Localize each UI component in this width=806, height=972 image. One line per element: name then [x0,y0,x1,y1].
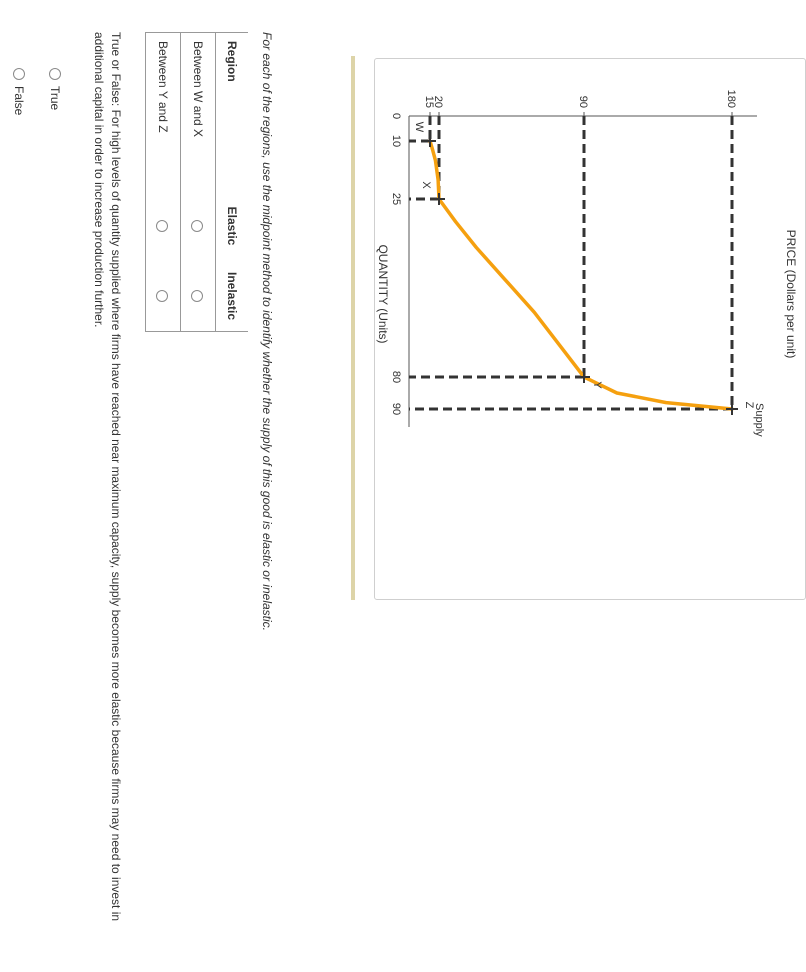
table-row [146,33,181,332]
option-true[interactable] [48,68,62,110]
false-label: False [12,86,26,116]
y-tick-label: 180 [725,89,737,108]
elasticity-table [145,32,248,332]
table-header-row [216,33,249,332]
true-radio[interactable] [49,68,61,80]
x-tick-label: 80 [390,370,402,384]
y-axis-title: PRICE (Dollars per unit) [784,229,798,359]
header-region: Region [216,33,249,192]
supply-curve [430,141,732,409]
region-label: Between Y and Z [156,41,170,133]
supply-chart [373,59,805,601]
wx-elastic-radio[interactable] [191,220,203,232]
table-row [181,33,216,332]
y-tick-label: 90 [577,95,589,108]
graph-panel [374,58,806,600]
x-tick-label: 25 [390,192,402,206]
true-false-question: True or False: For high levels of quantity supplied where firms have reached near maximum capacity, supply becomes more elastic because firms may need to invest in additional capital in order to increase production further. [92,32,123,922]
yz-elastic-radio[interactable] [156,220,168,232]
point-label: W [413,121,425,133]
y-tick-label: 20 [432,95,444,108]
wx-inelastic-radio[interactable] [191,290,203,302]
point-label: X [420,181,432,189]
header-elastic: Elastic [216,191,249,261]
option-false[interactable] [12,68,26,115]
yz-inelastic-radio[interactable] [156,290,168,302]
true-label: True [48,86,62,111]
x-tick-label: 90 [390,402,402,416]
x-tick-label: 0 [390,112,402,120]
region-label: Between W and X [181,33,216,192]
supply-curve-label: Supply [753,403,765,437]
section-divider-bar [351,56,355,600]
y-tick-label: 15 [423,95,435,108]
point-label: Z [743,401,755,409]
x-tick-label: 10 [390,134,402,148]
instruction-text: For each of the regions, use the midpoint method to identify whether the supply of this good is elastic or inelastic. [260,32,274,631]
point-label: Y [591,381,603,389]
false-radio[interactable] [13,68,25,80]
x-axis-title: QUANTITY (Units) [376,244,390,344]
header-inelastic: Inelastic [216,261,249,332]
